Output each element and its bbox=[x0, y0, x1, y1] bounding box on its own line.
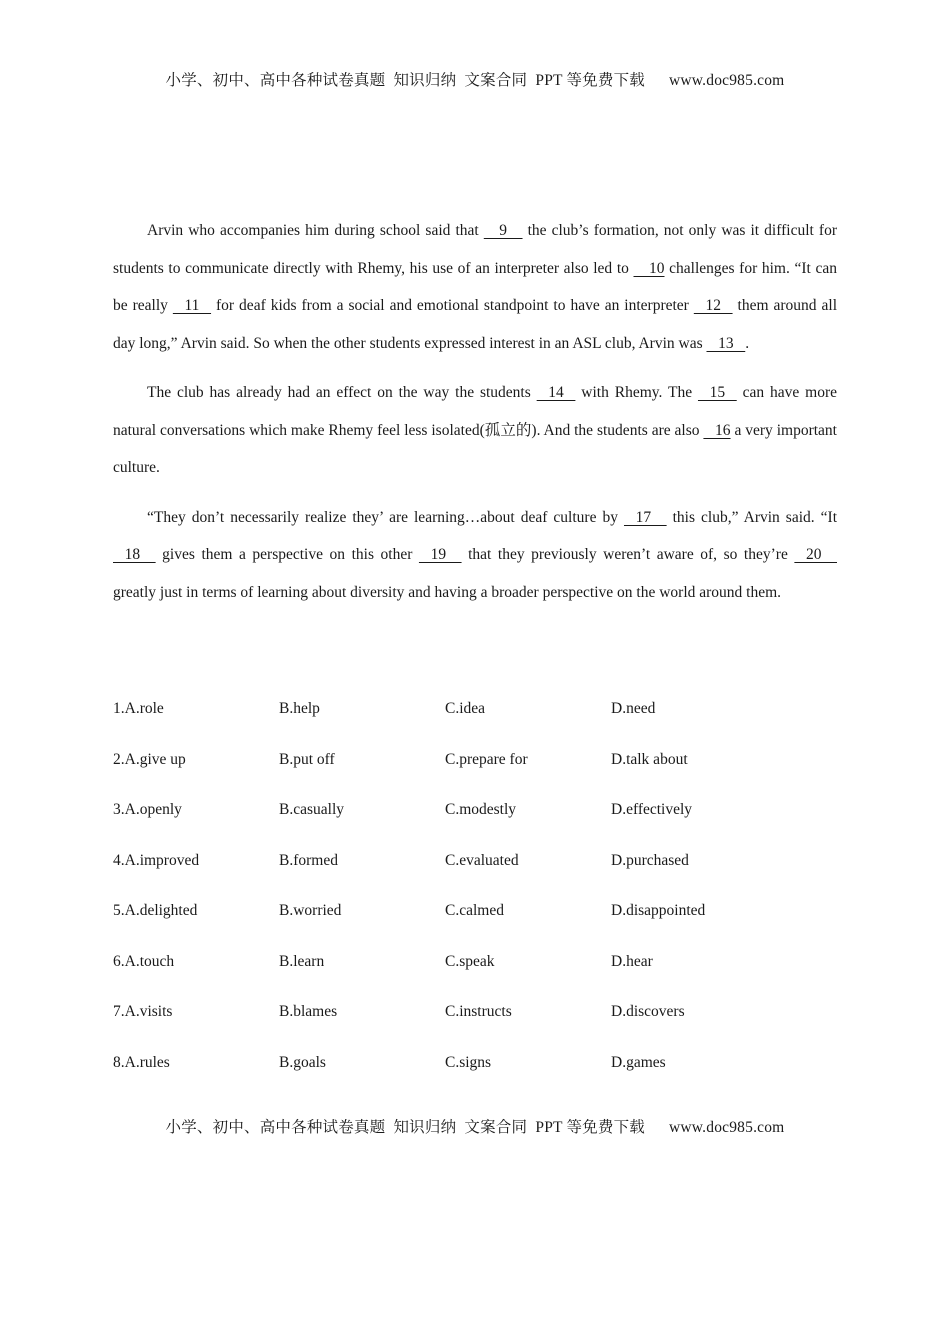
header-site-link[interactable]: www.doc985.com bbox=[669, 72, 785, 89]
option-row-1 bbox=[113, 700, 837, 751]
blank-20: 20 bbox=[794, 546, 837, 563]
text-span: a very important culture. bbox=[113, 421, 837, 476]
paragraph-2 bbox=[113, 374, 837, 487]
text-span: the club’s formation, not only was it difficult for students to communicate directly with Rhemy, his use of an interpreter also led to bbox=[113, 222, 837, 277]
blank-17: 17 bbox=[623, 508, 667, 526]
header-text: 小学、初中、高中各种试卷真题 知识归纳 文案合同 PPT 等免费下载 bbox=[165, 72, 645, 89]
option-3-b: B.casually bbox=[279, 801, 344, 818]
option-row-6 bbox=[113, 953, 837, 1004]
blank-18: 18 bbox=[113, 546, 156, 563]
blank-10: 10 bbox=[633, 259, 665, 277]
option-row-4 bbox=[113, 852, 837, 903]
option-row-2 bbox=[113, 751, 837, 802]
footer-text: 小学、初中、高中各种试卷真题 知识归纳 文案合同 PPT 等免费下载 bbox=[165, 1119, 645, 1136]
blank-9: 9 bbox=[483, 222, 523, 239]
blank-15: 15 bbox=[697, 384, 737, 401]
option-1-a: 1.A.role bbox=[113, 700, 164, 717]
option-row-7 bbox=[113, 1003, 837, 1054]
option-1-b: B.help bbox=[279, 700, 320, 717]
text-span: this club,” Arvin said. “It bbox=[666, 508, 837, 526]
blank-12: 12 bbox=[693, 297, 733, 314]
option-6-b: B.learn bbox=[279, 952, 325, 970]
option-7-c: C.instructs bbox=[445, 1003, 512, 1020]
paragraph-3 bbox=[113, 499, 837, 612]
blank-19: 19 bbox=[418, 546, 462, 563]
option-5-a: 5.A.delighted bbox=[113, 902, 198, 919]
text-span: greatly just in terms of learning about diversity and having a broader perspective on the world around them. bbox=[113, 583, 782, 601]
text-span: that they previously weren’t aware of, so they’re bbox=[461, 546, 795, 563]
option-1-d: D.need bbox=[611, 700, 656, 717]
option-8-b: B.goals bbox=[279, 1053, 326, 1071]
text-span: Arvin who accompanies him during school said that bbox=[147, 222, 484, 239]
option-4-c: C.evaluated bbox=[445, 851, 519, 869]
option-5-c: C.calmed bbox=[445, 902, 504, 919]
option-8-a: 8.A.rules bbox=[113, 1053, 170, 1071]
option-7-a: 7.A.visits bbox=[113, 1003, 173, 1020]
option-7-d: D.discovers bbox=[611, 1003, 685, 1020]
option-3-c: C.modestly bbox=[445, 801, 517, 818]
option-1-c: C.idea bbox=[445, 700, 486, 717]
option-3-a: 3.A.openly bbox=[113, 801, 182, 818]
text-span: with Rhemy. The bbox=[575, 384, 698, 401]
text-span: gives them a perspective on this other bbox=[155, 546, 419, 563]
blank-13: 13 bbox=[706, 334, 746, 352]
text-span: The club has already had an effect on the way the students bbox=[147, 384, 537, 401]
option-row-8 bbox=[113, 1054, 837, 1105]
option-4-b: B.formed bbox=[279, 851, 338, 869]
option-8-c: C.signs bbox=[445, 1053, 492, 1071]
text-span: “They don’t necessarily realize they’ are learning…about deaf culture by bbox=[147, 508, 624, 526]
option-2-b: B.put off bbox=[279, 750, 335, 768]
option-3-d: D.effectively bbox=[611, 801, 693, 818]
option-7-b: B.blames bbox=[279, 1003, 338, 1020]
option-4-a: 4.A.improved bbox=[113, 851, 200, 869]
option-row-5 bbox=[113, 902, 837, 953]
text-span: can have more natural conversations which make Rhemy feel less isolated(孤立的). And the students are also bbox=[113, 384, 837, 439]
text-span: them around all day long,” Arvin said. So when the other students expressed interest in an ASL club, Arvin was bbox=[113, 297, 837, 352]
option-4-d: D.purchased bbox=[611, 851, 689, 869]
text-span: for deaf kids from a social and emotional standpoint to have an interpreter bbox=[211, 297, 694, 314]
page-header bbox=[0, 68, 950, 90]
cloze-passage bbox=[113, 212, 837, 623]
option-2-a: 2.A.give up bbox=[113, 750, 186, 768]
option-8-d: D.games bbox=[611, 1053, 666, 1071]
option-5-d: D.disappointed bbox=[611, 902, 706, 919]
blank-16: 16 bbox=[703, 421, 731, 439]
page-footer bbox=[0, 1115, 950, 1137]
option-2-d: D.talk about bbox=[611, 750, 688, 768]
option-5-b: B.worried bbox=[279, 902, 342, 919]
answer-options bbox=[113, 700, 837, 1104]
option-6-a: 6.A.touch bbox=[113, 952, 175, 970]
paragraph-1 bbox=[113, 212, 837, 362]
option-6-d: D.hear bbox=[611, 952, 653, 970]
blank-11: 11 bbox=[172, 297, 212, 314]
text-span: . bbox=[745, 334, 750, 352]
option-2-c: C.prepare for bbox=[445, 750, 528, 768]
text-span: challenges for him. “It can be really bbox=[113, 259, 837, 314]
option-6-c: C.speak bbox=[445, 952, 495, 970]
footer-site-link[interactable]: www.doc985.com bbox=[669, 1119, 785, 1136]
blank-14: 14 bbox=[536, 384, 576, 401]
option-row-3 bbox=[113, 801, 837, 852]
